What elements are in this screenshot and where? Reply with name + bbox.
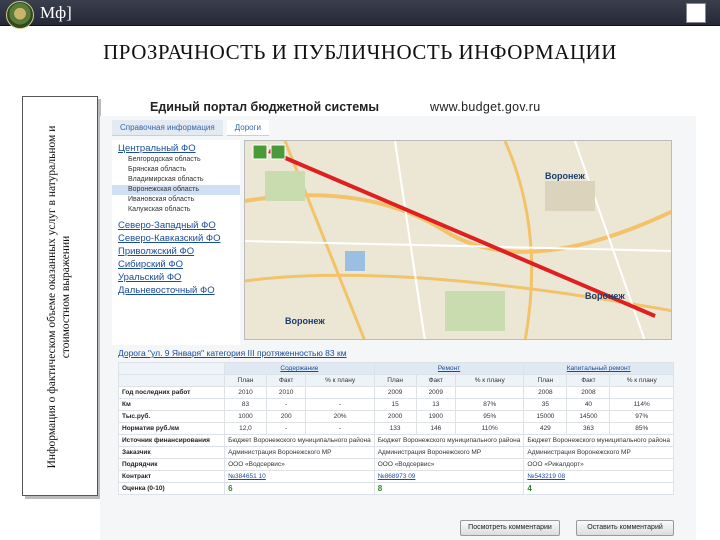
table-cell: 13 xyxy=(416,399,456,411)
table-cell: 2008 xyxy=(567,387,610,399)
map-marker-icon xyxy=(271,145,285,159)
header-square-icon xyxy=(686,3,706,23)
row-label: Подрядчик xyxy=(119,459,225,471)
table-cell: 12,0 xyxy=(225,423,267,435)
table-cell: 15 xyxy=(374,399,416,411)
table-subheader-row xyxy=(119,375,674,387)
portal-screenshot xyxy=(100,116,696,540)
logo-text: Мф] xyxy=(40,3,72,22)
table-row-score xyxy=(119,483,674,495)
row-label: Источник финансирования xyxy=(119,435,225,447)
table-cell: 2000 xyxy=(374,411,416,423)
ministry-emblem-icon xyxy=(6,1,34,29)
table-cell: 110% xyxy=(456,423,524,435)
row-label: Км xyxy=(119,399,225,411)
table-corner xyxy=(119,363,225,375)
table-cell: ООО «Водсервис» xyxy=(225,459,375,471)
region-item[interactable]: Северо-Кавказский ФО xyxy=(118,233,221,244)
subregion-item[interactable]: Владимирская область xyxy=(128,176,204,183)
table-cell: Бюджет Воронежского муниципального района xyxy=(225,435,375,447)
road-title[interactable]: Дорога "ул. 9 Января" категория III протяженностью 83 км xyxy=(118,348,347,358)
view-comments-button[interactable]: Посмотреть комментарии xyxy=(460,520,560,536)
subregion-item[interactable]: Брянская область xyxy=(128,166,187,173)
table-cell: 1000 xyxy=(225,411,267,423)
region-list xyxy=(112,140,240,345)
leave-comment-button[interactable]: Оставить комментарий xyxy=(576,520,674,536)
table-cell: - xyxy=(266,423,306,435)
table-row xyxy=(119,399,674,411)
table-cell: 83 xyxy=(225,399,267,411)
table-cell: Администрация Воронежского МР xyxy=(524,447,674,459)
table-cell: 2009 xyxy=(416,387,456,399)
map-label: Воронеж xyxy=(545,171,585,181)
col-percent: % к плану xyxy=(610,375,674,387)
table-cell: ООО «Рикалдорт» xyxy=(524,459,674,471)
table-cell: - xyxy=(306,423,374,435)
map-graphics xyxy=(245,141,672,340)
table-row-customer xyxy=(119,447,674,459)
col-plan: План xyxy=(374,375,416,387)
table-row-contractor xyxy=(119,459,674,471)
page-title: ПРОЗРАЧНОСТЬ И ПУБЛИЧНОСТЬ ИНФОРМАЦИИ xyxy=(103,40,617,64)
table-row-funding xyxy=(119,435,674,447)
side-caption: Информация о фактическом объеме оказанных услуг в натуральном и стоимостном выражении xyxy=(46,125,72,469)
table-corner xyxy=(119,375,225,387)
col-fact: Факт xyxy=(416,375,456,387)
table-cell xyxy=(306,387,374,399)
col-percent: % к плану xyxy=(456,375,524,387)
map-label: Воронеж xyxy=(585,291,625,301)
table-cell: 97% xyxy=(610,411,674,423)
contract-link[interactable]: №384651 10 xyxy=(225,471,375,483)
region-item[interactable]: Сибирский ФО xyxy=(118,259,183,270)
portal-url[interactable]: www.budget.gov.ru xyxy=(430,100,541,114)
subregion-item-selected[interactable]: Воронежская область xyxy=(112,185,240,195)
contract-link[interactable]: №543219 08 xyxy=(524,471,674,483)
row-label: Тыс.руб. xyxy=(119,411,225,423)
table-row-contract xyxy=(119,471,674,483)
table-cell: - xyxy=(266,399,306,411)
table-cell: 200 xyxy=(266,411,306,423)
col-fact: Факт xyxy=(567,375,610,387)
col-percent: % к плану xyxy=(306,375,374,387)
table-cell: Администрация Воронежского МР xyxy=(374,447,524,459)
row-label: Оценка (0-10) xyxy=(119,483,225,495)
table-cell: Администрация Воронежского МР xyxy=(225,447,375,459)
table-cell xyxy=(610,387,674,399)
table-cell: 146 xyxy=(416,423,456,435)
table-cell: 85% xyxy=(610,423,674,435)
tab-bar xyxy=(112,120,269,136)
table-cell: 363 xyxy=(567,423,610,435)
table-cell: 95% xyxy=(456,411,524,423)
table-cell: 20% xyxy=(306,411,374,423)
table-cell: 114% xyxy=(610,399,674,411)
score-value: 8 xyxy=(374,483,524,495)
table-cell: 40 xyxy=(567,399,610,411)
tab-roads[interactable]: Дороги xyxy=(227,120,269,136)
region-item[interactable]: Уральский ФО xyxy=(118,272,182,283)
map-label: Воронеж xyxy=(285,316,325,326)
table-cell: 1900 xyxy=(416,411,456,423)
score-value: 4 xyxy=(524,483,674,495)
row-label: Год последних работ xyxy=(119,387,225,399)
table-cell: 2008 xyxy=(524,387,567,399)
table-cell: 429 xyxy=(524,423,567,435)
table-cell: 133 xyxy=(374,423,416,435)
table-cell: Бюджет Воронежского муниципального района xyxy=(374,435,524,447)
table-cell xyxy=(456,387,524,399)
table-cell: 87% xyxy=(456,399,524,411)
header-bar xyxy=(0,0,720,26)
road-map[interactable] xyxy=(244,140,672,340)
table-cell: 35 xyxy=(524,399,567,411)
road-works-table xyxy=(118,362,674,495)
region-item[interactable]: Дальневосточный ФО xyxy=(118,285,215,296)
table-row xyxy=(119,387,674,399)
table-cell: 2010 xyxy=(225,387,267,399)
tab-reference[interactable]: Справочная информация xyxy=(112,120,223,136)
region-item[interactable]: Приволжский ФО xyxy=(118,246,195,257)
table-cell: Бюджет Воронежского муниципального района xyxy=(524,435,674,447)
portal-name: Единый портал бюджетной системы xyxy=(150,100,380,114)
group-capital-repair[interactable]: Капитальный ремонт xyxy=(524,363,674,375)
row-label: Заказчик xyxy=(119,447,225,459)
table-row xyxy=(119,411,674,423)
col-plan: План xyxy=(225,375,267,387)
side-caption-box xyxy=(22,96,98,496)
zoom-in-icon xyxy=(253,145,267,159)
col-fact: Факт xyxy=(266,375,306,387)
table-cell: ООО «Водсервис» xyxy=(374,459,524,471)
table-cell: 2010 xyxy=(266,387,306,399)
table-group-header-row xyxy=(119,363,674,375)
row-label: Норматив руб./км xyxy=(119,423,225,435)
region-item-central[interactable]: Центральный ФО xyxy=(118,143,196,154)
subregion-item[interactable]: Ивановская область xyxy=(128,196,195,203)
subregion-item[interactable]: Белгородская область xyxy=(128,156,201,163)
table-cell: - xyxy=(306,399,374,411)
group-maintenance[interactable]: Содержание xyxy=(225,363,375,375)
region-item[interactable]: Северо-Западный ФО xyxy=(118,220,216,231)
table-cell: 15000 xyxy=(524,411,567,423)
table-cell: 2009 xyxy=(374,387,416,399)
col-plan: План xyxy=(524,375,567,387)
table-cell: 14500 xyxy=(567,411,610,423)
group-repair[interactable]: Ремонт xyxy=(374,363,524,375)
score-value: 6 xyxy=(225,483,375,495)
table-row xyxy=(119,423,674,435)
row-label: Контракт xyxy=(119,471,225,483)
contract-link[interactable]: №868973 09 xyxy=(374,471,524,483)
subregion-item[interactable]: Калужская область xyxy=(128,206,191,213)
